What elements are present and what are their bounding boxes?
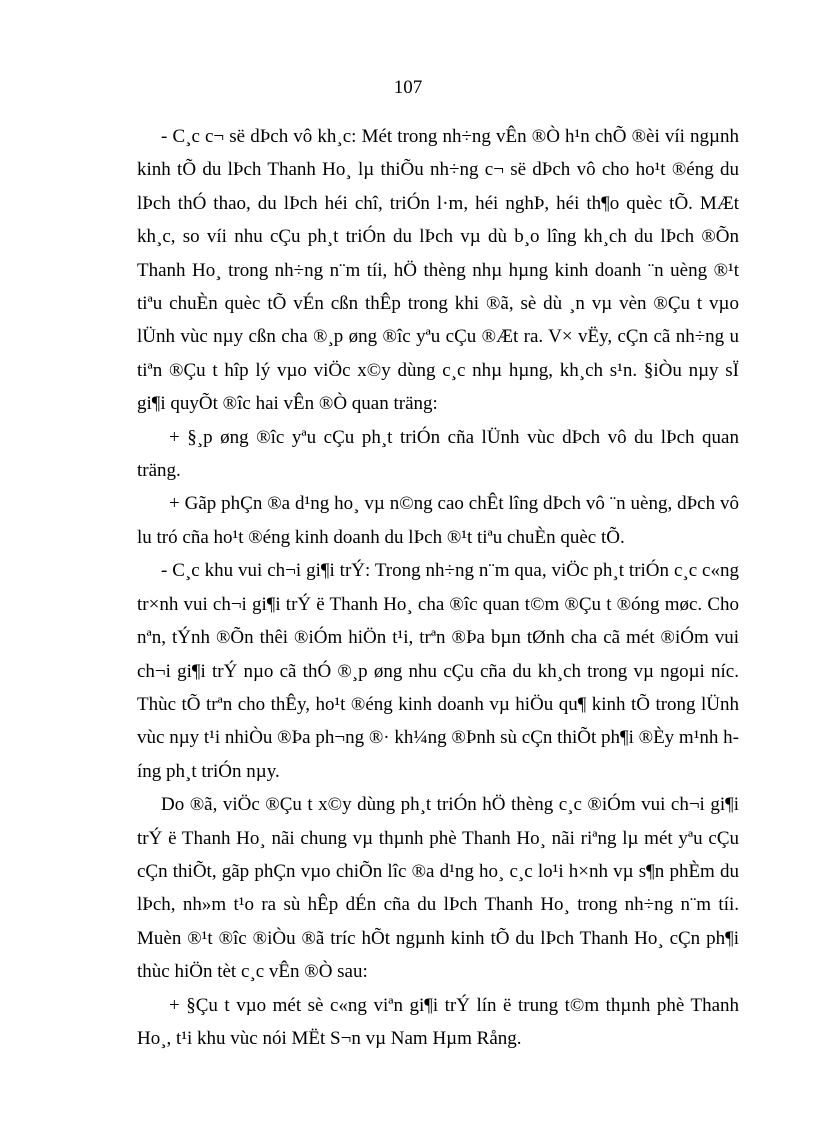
bullet-entertainment-parks: + §Çu t vµo mét sè c«ng viªn gi¶i trÝ lín ë trung t©m thµnh phè Thanh Ho¸, t¹i khu vùc nói MËt S¬n vµ Nam Hµm Rång. xyxy=(137,994,739,1049)
bullet-meet-requirements: + §¸p øng ®îc yªu cÇu ph¸t triÓn cña lÜnh vùc dÞch vô du lÞch quan träng. xyxy=(137,426,739,482)
page-number: 107 xyxy=(393,77,423,98)
bullet-diversify-services: + Gãp phÇn ®a d¹ng ho¸ vµ n©ng cao chÊt lîng dÞch vô ¨n uèng, dÞch vô lu tró cña ho¹t ®éng kinh doanh du lÞch ®¹t tiªu chuÈn quèc tÕ. xyxy=(137,493,739,548)
document-body xyxy=(137,120,739,1055)
paragraph-investment-needs: Do ®ã, viÖc ®Çu t x©y dùng ph¸t triÓn hÖ thèng c¸c ®iÓm vui ch¬i gi¶i trÝ ë Thanh Ho¸ nãi chung vµ thµnh phè Thanh Ho¸ nãi riªng lµ mét yªu cÇu cÇn thiÕt, gãp phÇn vµo chiÕn lîc ®a d¹ng ho¸ c¸c lo¹i h×nh vµ s¶n phÈm du lÞch, nh»m t¹o ra sù hÊp dÉn cña du lÞch Thanh Ho¸ trong nh÷ng n¨m tíi. Muèn ®¹t ®îc ®iÒu ®ã tríc hÕt ngµnh kinh tÕ du lÞch Thanh Ho¸ cÇn ph¶i thùc hiÖn tèt c¸c vÊn ®Ò sau: xyxy=(137,794,739,983)
paragraph-other-services: - C¸c c¬ së dÞch vô kh¸c: Mét trong nh÷ng vÊn ®Ò h¹n chÕ ®èi víi ngµnh kinh tÕ du lÞch Thanh Ho¸ lµ thiÕu nh÷ng c¬ së dÞch vô cho ho¹t ®éng du lÞch thÓ thao, du lÞch héi chî, triÓn l·m, héi nghÞ, héi th¶o quèc tÕ. MÆt kh¸c, so víi nhu cÇu ph¸t triÓn du lÞch vµ dù b¸o lîng kh¸ch du lÞch ®Õn Thanh Ho¸ trong nh÷ng n¨m tíi, hÖ thèng nhµ hµng kinh doanh ¨n uèng ®¹t tiªu chuÈn quèc tÕ vÉn cßn thÊp trong khi ®ã, sè dù ¸n vµ vèn ®Çu t vµo lÜnh vùc nµy cßn cha ®¸p øng ®îc yªu cÇu ®Æt ra. V× vËy, cÇn cã nh÷ng u tiªn ®Çu t hîp lý vµo viÖc x©y dùng c¸c nhµ hµng, kh¸ch s¹n. §iÒu nµy sÏ gi¶i quyÕt ®îc hai vÊn ®Ò quan träng: xyxy=(137,126,739,415)
paragraph-entertainment-areas: - C¸c khu vui ch¬i gi¶i trÝ: Trong nh÷ng n¨m qua, viÖc ph¸t triÓn c¸c c«ng tr×nh vui ch¬i gi¶i trÝ ë Thanh Ho¸ cha ®îc quan t©m ®Çu t ®óng møc. Cho nªn, tÝnh ®Õn thêi ®iÓm hiÖn t¹i, trªn ®Þa bµn tØnh cha cã mét ®iÓm vui ch¬i gi¶i trÝ nµo cã thÓ ®¸p øng nhu cÇu cña du kh¸ch trong vµ ngoµi níc. Thùc tÕ trªn cho thÊy, ho¹t ®éng kinh doanh vµ hiÖu qu¶ kinh tÕ trong lÜnh vùc nµy t¹i nhiÒu ®Þa ph¬ng ®· kh¼ng ®Þnh sù cÇn thiÕt ph¶i ®Èy m¹nh híng ph¸t triÓn nµy. xyxy=(137,560,739,782)
